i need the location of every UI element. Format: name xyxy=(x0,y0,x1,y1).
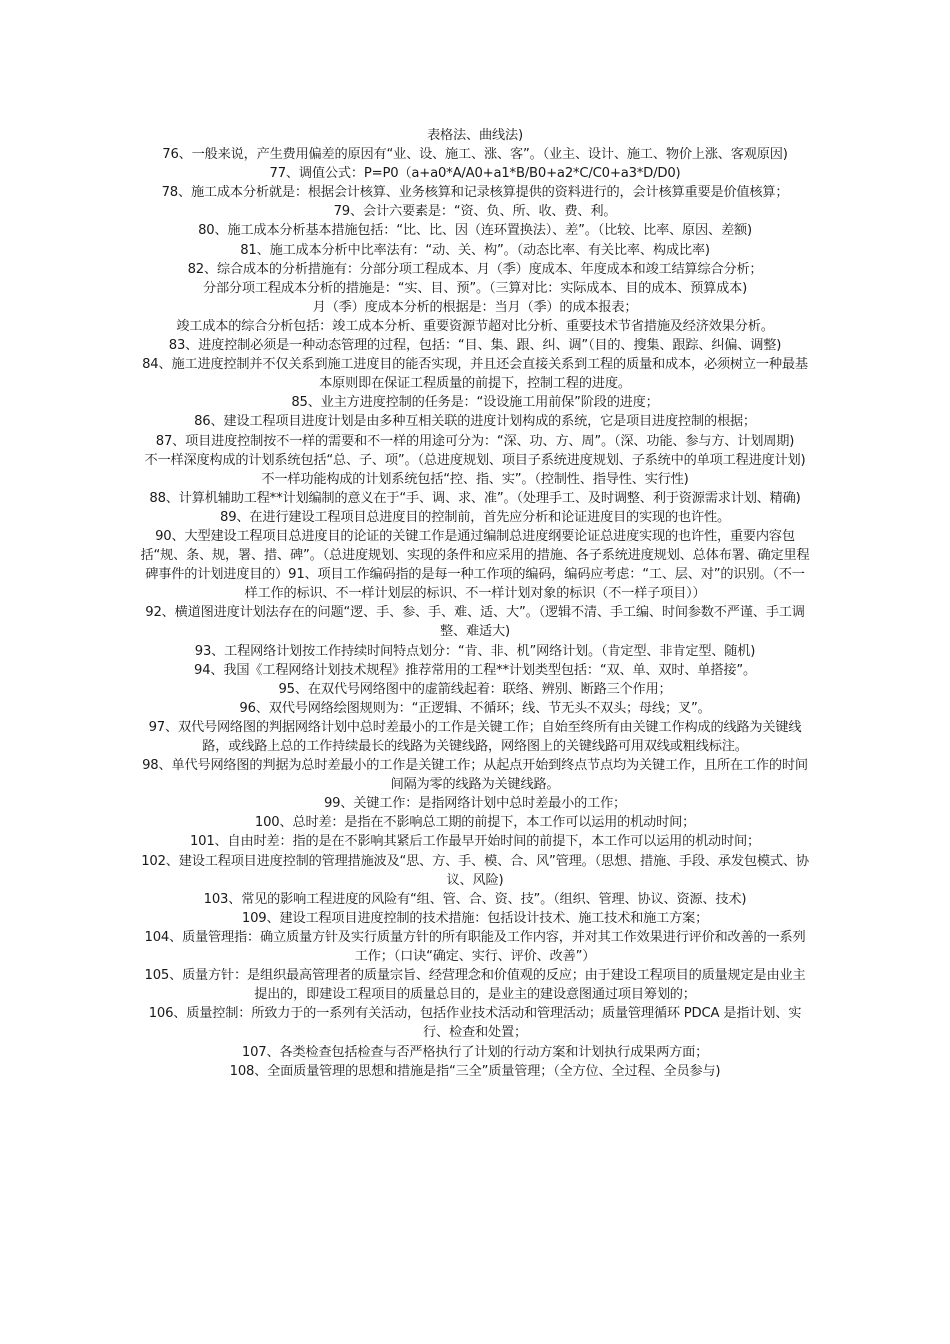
text-line: 93、工程网络计划按工作持续时间特点划分：“肯、非、机”网络计划。（肯定型、非肯定型、随机) xyxy=(194,643,756,659)
text-line: 109、建设工程项目进度控制的技术措施：包括设计技术、施工技术和施工方案； xyxy=(241,910,709,926)
text-line: 82、综合成本的分析措施有：分部分项工程成本、月（季）度成本、年度成本和竣工结算综合分析； xyxy=(187,261,763,277)
text-line: 103、常见的影响工程进度的风险有“组、管、合、资、技”。（组织、管理、协议、资源、技术) xyxy=(203,891,747,907)
text-line: 101、自由时差：指的是在不影响其紧后工作最早开始时间的前提下，本工作可以运用的机动时间； xyxy=(189,834,761,850)
text-line: 月（季）度成本分析的根据是：当月（季）的成本报表； xyxy=(312,299,638,315)
text-line: 96、双代号网络绘图规则为：“正逻辑、不循环；线、节无头不双头；母线；叉”。 xyxy=(239,700,711,716)
text-line: 76、一般来说，产生费用偏差的原因有“业、设、施工、涨、客”。（业主、设计、施工、物价上涨、客观原因) xyxy=(162,147,788,163)
text-line: 100、总时差：是指在不影响总工期的前提下，本工作可以运用的机动时间； xyxy=(254,815,696,831)
text-line: 88、计算机辅助工程**计划编制的意义在于“手、调、求、准”。（处理手工、及时调整、利于资源需求计划、精确) xyxy=(149,490,801,506)
text-line: 105、质量方针：是组织最高管理者的质量宗旨、经营理念和价值观的反应；由于建设工程项目的质量规定是由业主提出的，即建设工程项目的质量总目的，是业主的建设意图通过项目筹划的； xyxy=(144,968,806,1003)
text-line: 94、我国《工程网络计划技术规程》推荐常用的工程**计划类型包括：“双、单、双时、单搭接”。 xyxy=(194,662,756,678)
text-line: 98、单代号网络图的判据为总时差最小的工作是关键工作；从起点开始到终点节点均为关键工作，且所在工作的时间间隔为零的线路为关键线路。 xyxy=(142,758,808,793)
text-line: 92、横道图进度计划法存在的问题“逻、手、参、手、难、适、大”。（逻辑不清、手工编、时间参数不严谨、手工调整、难适大) xyxy=(145,605,805,640)
text-line: 表格法、曲线法) xyxy=(427,128,523,143)
text-line: 90、大型建设工程项目总进度目的论证的关键工作是通过编制总进度纲要论证总进度实现的也许性，重要内容包括“规、条、规，署、措、碑”。（总进度规划、实现的条件和应采用的措施、各子系统进度规划、总体布署、确定里程碑事件的计划进度目的）91、项目工作编码指的是每一种工作项的编码，编码应考虑：“工、层、对”的识别。（不一样工作的标识、不一样计划层的标识、不一样计划对象的标识（不一样子项目）） xyxy=(140,528,810,602)
text-line: 99、关键工作：是指网络计划中总时差最小的工作； xyxy=(323,796,627,812)
text-line: 80、施工成本分析基本措施包括：“比、比、因（连环置换法）、差”。（比较、比率、原因、差额) xyxy=(198,223,752,239)
text-line: 107、各类检查包括检查与否严格执行了计划的行动方案和计划执行成果两方面； xyxy=(241,1044,709,1060)
text-line: 不一样深度构成的计划系统包括“总、子、项”。（总进度规划、项目子系统进度规划、子系统中的单项工程进度计划) xyxy=(144,452,806,468)
text-line: 分部分项工程成本分析的措施是：“实、目、预”。（三算对比：实际成本、目的成本、预算成本) xyxy=(202,280,748,296)
text-line: 78、施工成本分析就是：根据会计核算、业务核算和记录核算提供的资料进行的，会计核算重要是价值核算； xyxy=(161,185,789,201)
text-line: 79、会计六要素是：“资、负、所、收、费、利。 xyxy=(333,204,617,220)
text-line: 85、业主方进度控制的任务是：“设设施工用前保”阶段的进度； xyxy=(291,395,659,411)
text-line: 84、施工进度控制并不仅关系到施工进度目的能否实现，并且还会直接关系到工程的质量和成本，必须树立一种最基本原则即在保证工程质量的前提下，控制工程的进度。 xyxy=(142,357,808,392)
text-line: 104、质量管理指：确立质量方针及实行质量方针的所有职能及工作内容，并对其工作效果进行评价和改善的一系列工作；（口诀“确定、实行、评价、改善”） xyxy=(144,929,806,965)
text-line: 108、全面质量管理的思想和措施是指“三全”质量管理；（全方位、全过程、全员参与) xyxy=(229,1063,721,1079)
text-line: 87、项目进度控制按不一样的需要和不一样的用途可分为：“深、功、方、周”。（深、功能、参与方、计划周期) xyxy=(155,433,795,449)
text-line: 83、进度控制必须是一种动态管理的过程，包括：“目、集、跟、纠、调”（目的、搜集、跟踪、纠偏、调整) xyxy=(168,338,782,354)
text-line: 竣工成本的综合分析包括：竣工成本分析、重要资源节超对比分析、重要技术节省措施及经济效果分析。 xyxy=(176,318,774,334)
text-line: 86、建设工程项目进度计划是由多种互相关联的进度计划构成的系统，它是项目进度控制的根据； xyxy=(194,414,756,430)
text-line: 不一样功能构成的计划系统包括“控、指、实”。（控制性、指导性、实行性) xyxy=(261,471,689,487)
text-line: 95、在双代号网络图中的虚箭线起着：联络、辨别、断路三个作用； xyxy=(278,681,672,697)
text-line: 97、双代号网络图的判据网络计划中总时差最小的工作是关键工作；自始至终所有由关键工作构成的线路为关键线路，或线路上总的工作持续最长的线路为关键线路，网络图上的关键线路可用双线或粗线标注。 xyxy=(148,719,802,754)
text-line: 77、调值公式：P=P0（a+a0*A/A0+a1*B/B0+a2*C/C0+a3*D/D0) xyxy=(269,166,681,182)
text-line: 106、质量控制：所致力于的一系列有关活动，包括作业技术活动和管理活动；质量管理循环 PDCA 是指计划、实行、检查和处置； xyxy=(148,1006,802,1041)
text-line: 81、施工成本分析中比率法有：“动、关、构”。（动态比率、有关比率、构成比率) xyxy=(240,242,710,258)
text-line: 102、建设工程项目进度控制的管理措施波及“思、方、手、模、合、风”管理。（思想、措施、手段、承发包模式、协议、风险) xyxy=(141,853,809,888)
document-page xyxy=(140,126,810,1081)
text-line: 89、在进行建设工程项目总进度目的控制前，首先应分析和论证进度目的实现的也许性。 xyxy=(220,509,730,525)
